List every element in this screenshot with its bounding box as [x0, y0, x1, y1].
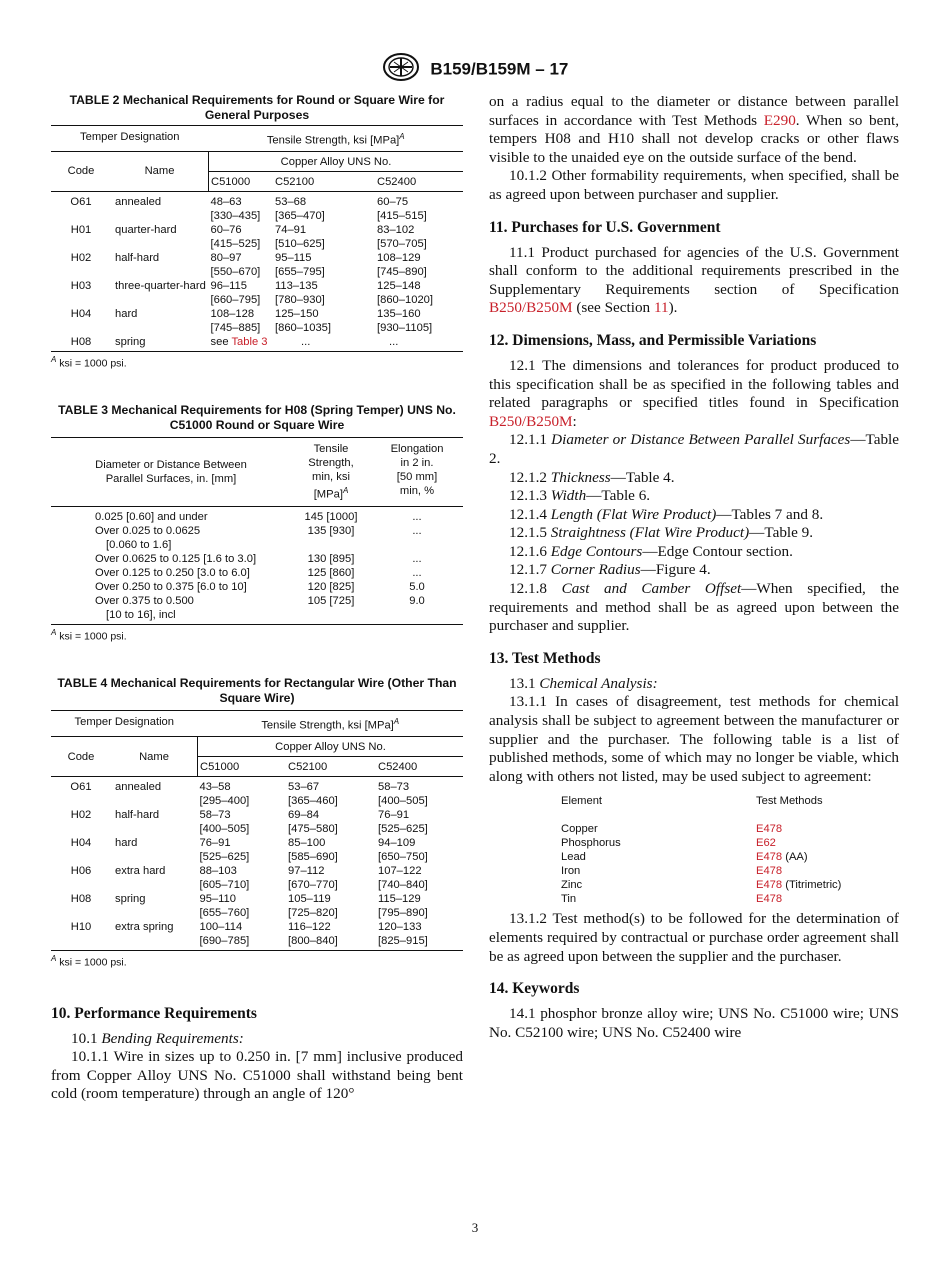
- para-12-item: 12.1.4 Length (Flat Wire Product)—Tables 7 and 8.: [509, 505, 824, 523]
- table2-alloy-header: Copper Alloy UNS No.: [209, 151, 464, 171]
- table2-footnote: $^A$ ksi = 1000 psi.: [51, 354, 127, 370]
- table-row: Phosphorus E62: [561, 837, 776, 850]
- designation: B159/B159M – 17: [430, 59, 569, 79]
- para-10-1-2: 10.1.2 Other formability requirements, when specified, shall be as agreed upon between purchaser and supplier.: [489, 167, 899, 203]
- para-13-1-1: 13.1.1 In cases of disagreement, test methods for chemical analysis shall be subject to agreement between the manufacturer or supplier and the purchaser. The following table is a list of published methods, some of which may no longer be viable, which along with others not listed, may be used subject to agreement:: [489, 693, 899, 785]
- table2-temper-header: Temper Designation: [51, 126, 209, 152]
- table-row: O61 annealed 48–63 [330–435] 53–68 [365–470] 60–75 [415–515]: [70, 195, 427, 222]
- para-12-item: 12.1.5 Straightness (Flat Wire Product)—Table 9.: [509, 524, 814, 542]
- test-method-link[interactable]: E62: [756, 837, 776, 850]
- table2-code-header: Code: [51, 151, 111, 191]
- para-12-item: 12.1.6 Edge Contours—Edge Contour section.: [509, 542, 793, 560]
- para-13-1: 13.1 Chemical Analysis:: [509, 674, 658, 692]
- para-12-item: 12.1.3 Width—Table 6.: [509, 487, 651, 505]
- para-10-1-1: 10.1.1 Wire in sizes up to 0.250 in. [7 mm] inclusive produced from Copper Alloy UNS No. C51000 shall withstand being bent cold (room temperature) through an angle of 120°: [51, 1048, 463, 1103]
- table2-name-header: Name: [111, 151, 209, 191]
- table-row: Over 0.0625 to 0.125 [1.6 to 3.0] 130 [895] ...: [95, 552, 422, 565]
- astm-logo-icon: [382, 52, 420, 87]
- table-row: 0.025 [0.60] and under 145 [1000] ...: [95, 510, 422, 523]
- table-row: H03 three-quarter-hard 96–115 [660–795] 113–135 [780–930] 125–148 [860–1020]: [70, 279, 433, 306]
- table4: Temper Designation Tensile Strength, ksi [MPa]$^A$ Code Name Copper Alloy UNS No. C51000 C52100 C52400 O61 annealed 43–58 [295–400] 53–67 [365–460] 58–73 [400–505] H02 half-hard 58–73 [400–505] 69–84 [475–580] 76–91 [525–625] H04 hard 76–91 [525–625] 85–100 [585–690] 94–109 [650–750] H06 extra hard 88–103 [605–710] 97–112 [670–770] 107–122 [740–840] H08 spring 95–110 [655–760] 105–119 [725–820] 115–129 [795–890] H10 extra spring 100–114 [690–785] 116–122 [800–840] 120–133 [825–915]: [51, 710, 463, 951]
- table-row: H01 quarter-hard 60–76 [415–525] 74–91 [510–625] 83–102 [570–705]: [70, 223, 427, 250]
- element-header: Element: [561, 795, 603, 808]
- table-row: Lead E478 (AA): [561, 851, 808, 864]
- table-row: H08 spring 95–110 [655–760] 105–119 [725–820] 115–129 [795–890]: [70, 893, 428, 920]
- table-row: O61 annealed 43–58 [295–400] 53–67 [365–460] 58–73 [400–505]: [70, 781, 428, 808]
- table2: [51, 125, 463, 352]
- table-row: Over 0.125 to 0.250 [3.0 to 6.0] 125 [860] ...: [95, 566, 422, 579]
- e290-link[interactable]: E290: [763, 111, 796, 129]
- test-method-link[interactable]: E478: [756, 851, 783, 864]
- section13-heading: 13. Test Methods: [489, 649, 601, 667]
- table-row: Over 0.375 to 0.500 [10 to 16], incl 105 [725] 9.0: [51, 594, 463, 625]
- table3: Diameter or Distance Between Parallel Surfaces, in. [mm] Tensile Strength, min, ksi [MPa]$^A$ Elongation in 2 in. [50 mm] min, % 0.025 [0.60] and under 145 [1000] ... Over 0.025 to 0.0625 [0.060 to 1.6] 135 [930] ... Over 0.0625 to 0.125 [1.6 to 3.0] 130 [895] ... Over 0.125 to 0.250 [3.0 to 6.0] 125 [860] ... Over 0.250 to 0.375 [6.0 to 10] 120 [825] 5.0 Over 0.375 to 0.500 [10 to 16], incl 105 [725] 9.0: [51, 437, 463, 625]
- test-methods-table: [561, 794, 841, 906]
- table-row: Iron E478: [561, 865, 783, 878]
- table2-tensile-header: Tensile Strength, ksi [MPa]$^A$: [209, 126, 464, 152]
- table3-caption: TABLE 3 Mechanical Requirements for H08 (Spring Temper) UNS No. C51000 Round or Square Wire: [58, 403, 456, 433]
- para-10-1-1-cont: on a radius equal to the diameter or distance between parallel surfaces in accordance with Test Methods E290. When so bent, tempers H08 and H10 shall not develop cracks or other flaws visible to the unaided eye on the outside surface of the bend.: [489, 93, 899, 166]
- table-row: Zinc E478 (Titrimetric): [561, 879, 842, 892]
- test-method-link[interactable]: E478: [756, 879, 783, 892]
- page-number: 3: [471, 1220, 479, 1235]
- table2-col-c52400: C52400: [375, 171, 463, 191]
- table-row: H08 spring see Table 3 ... ...: [51, 335, 463, 352]
- section11-link[interactable]: 11: [653, 299, 669, 317]
- para-12-item: 12.1.1 Diameter or Distance Between Parallel Surfaces—Table 2.: [489, 431, 900, 467]
- para-10-1: 10.1 Bending Requirements:: [71, 1029, 244, 1047]
- para-11-1: 11.1 Product purchased for agencies of the U.S. Government shall conform to the additional requirements prescribed in the Supplementary Requirements section of Specification B250/B250M (see Section 11).: [489, 243, 899, 317]
- table4-footnote: $^A$ ksi = 1000 psi.: [51, 954, 127, 969]
- test-method-link[interactable]: E478: [756, 865, 783, 878]
- para-12-1: 12.1 The dimensions and tolerances for product produced to this specification shall be as specified in the following tables and related paragraphs or specified titles found in Specification B250/B250M:: [489, 356, 899, 430]
- right-column: [489, 93, 899, 1042]
- table2-col-c51000: C51000: [209, 171, 274, 191]
- section12-heading: 12. Dimensions, Mass, and Permissible Variations: [489, 331, 817, 349]
- section11-heading: 11. Purchases for U.S. Government: [489, 218, 721, 236]
- table3-link[interactable]: Table 3: [231, 335, 268, 348]
- table4-caption: TABLE 4 Mechanical Requirements for Rectangular Wire (Other Than Square Wire): [57, 676, 457, 706]
- test-method-link[interactable]: E478: [756, 823, 783, 836]
- para-14-1: 14.1 phosphor bronze alloy wire; UNS No. C51000 wire; UNS No. C52100 wire; UNS No. C52400 wire: [489, 1005, 899, 1041]
- table-row: H04 hard 108–128 [745–885] 125–150 [860–1035] 135–160 [930–1105]: [70, 307, 433, 334]
- methods-header: Test Methods: [756, 795, 823, 808]
- table-row: H02 half-hard 58–73 [400–505] 69–84 [475–580] 76–91 [525–625]: [70, 809, 428, 836]
- table3-footnote: $^A$ ksi = 1000 psi.: [51, 627, 127, 643]
- table-row: H04 hard 76–91 [525–625] 85–100 [585–690] 94–109 [650–750]: [70, 837, 428, 864]
- b250-link[interactable]: B250/B250M: [489, 299, 573, 317]
- b250-link-2[interactable]: B250/B250M: [489, 412, 573, 430]
- table-row: H06 extra hard 88–103 [605–710] 97–112 [670–770] 107–122 [740–840]: [70, 865, 428, 892]
- para-12-item: 12.1.8 Cast and Camber Offset—When specified, the requirements and method shall be as agreed upon between the purchaser and supplier.: [489, 580, 899, 635]
- table-row: Copper E478: [561, 823, 783, 836]
- test-method-link[interactable]: E478: [756, 893, 783, 906]
- left-column: [51, 93, 463, 1104]
- table-row: H10 extra spring 100–114 [690–785] 116–122 [800–840] 120–133 [825–915]: [51, 920, 463, 951]
- para-12-item: 12.1.7 Corner Radius—Figure 4.: [509, 561, 711, 579]
- section10-heading: 10. Performance Requirements: [51, 1004, 257, 1022]
- page-header: [0, 52, 950, 87]
- para-12-item: 12.1.2 Thickness—Table 4.: [509, 468, 675, 486]
- table-row: H02 half-hard 80–97 [550–670] 95–115 [655–795] 108–129 [745–890]: [70, 251, 427, 278]
- para-13-1-2: 13.1.2 Test method(s) to be followed for the determination of elements required by contractual or purchase order agreement shall be as agreed upon between the supplier and the purchaser.: [489, 910, 899, 965]
- table2-caption: TABLE 2 Mechanical Requirements for Round or Square Wire for General Purposes: [69, 93, 445, 122]
- section14-heading: 14. Keywords: [489, 980, 580, 998]
- table-row: Over 0.250 to 0.375 [6.0 to 10] 120 [825] 5.0: [95, 580, 425, 593]
- table2-col-c52100: C52100: [273, 171, 375, 191]
- table-row: Tin E478: [561, 893, 783, 906]
- table-row: Over 0.025 to 0.0625 [0.060 to 1.6] 135 [930] ...: [95, 524, 422, 551]
